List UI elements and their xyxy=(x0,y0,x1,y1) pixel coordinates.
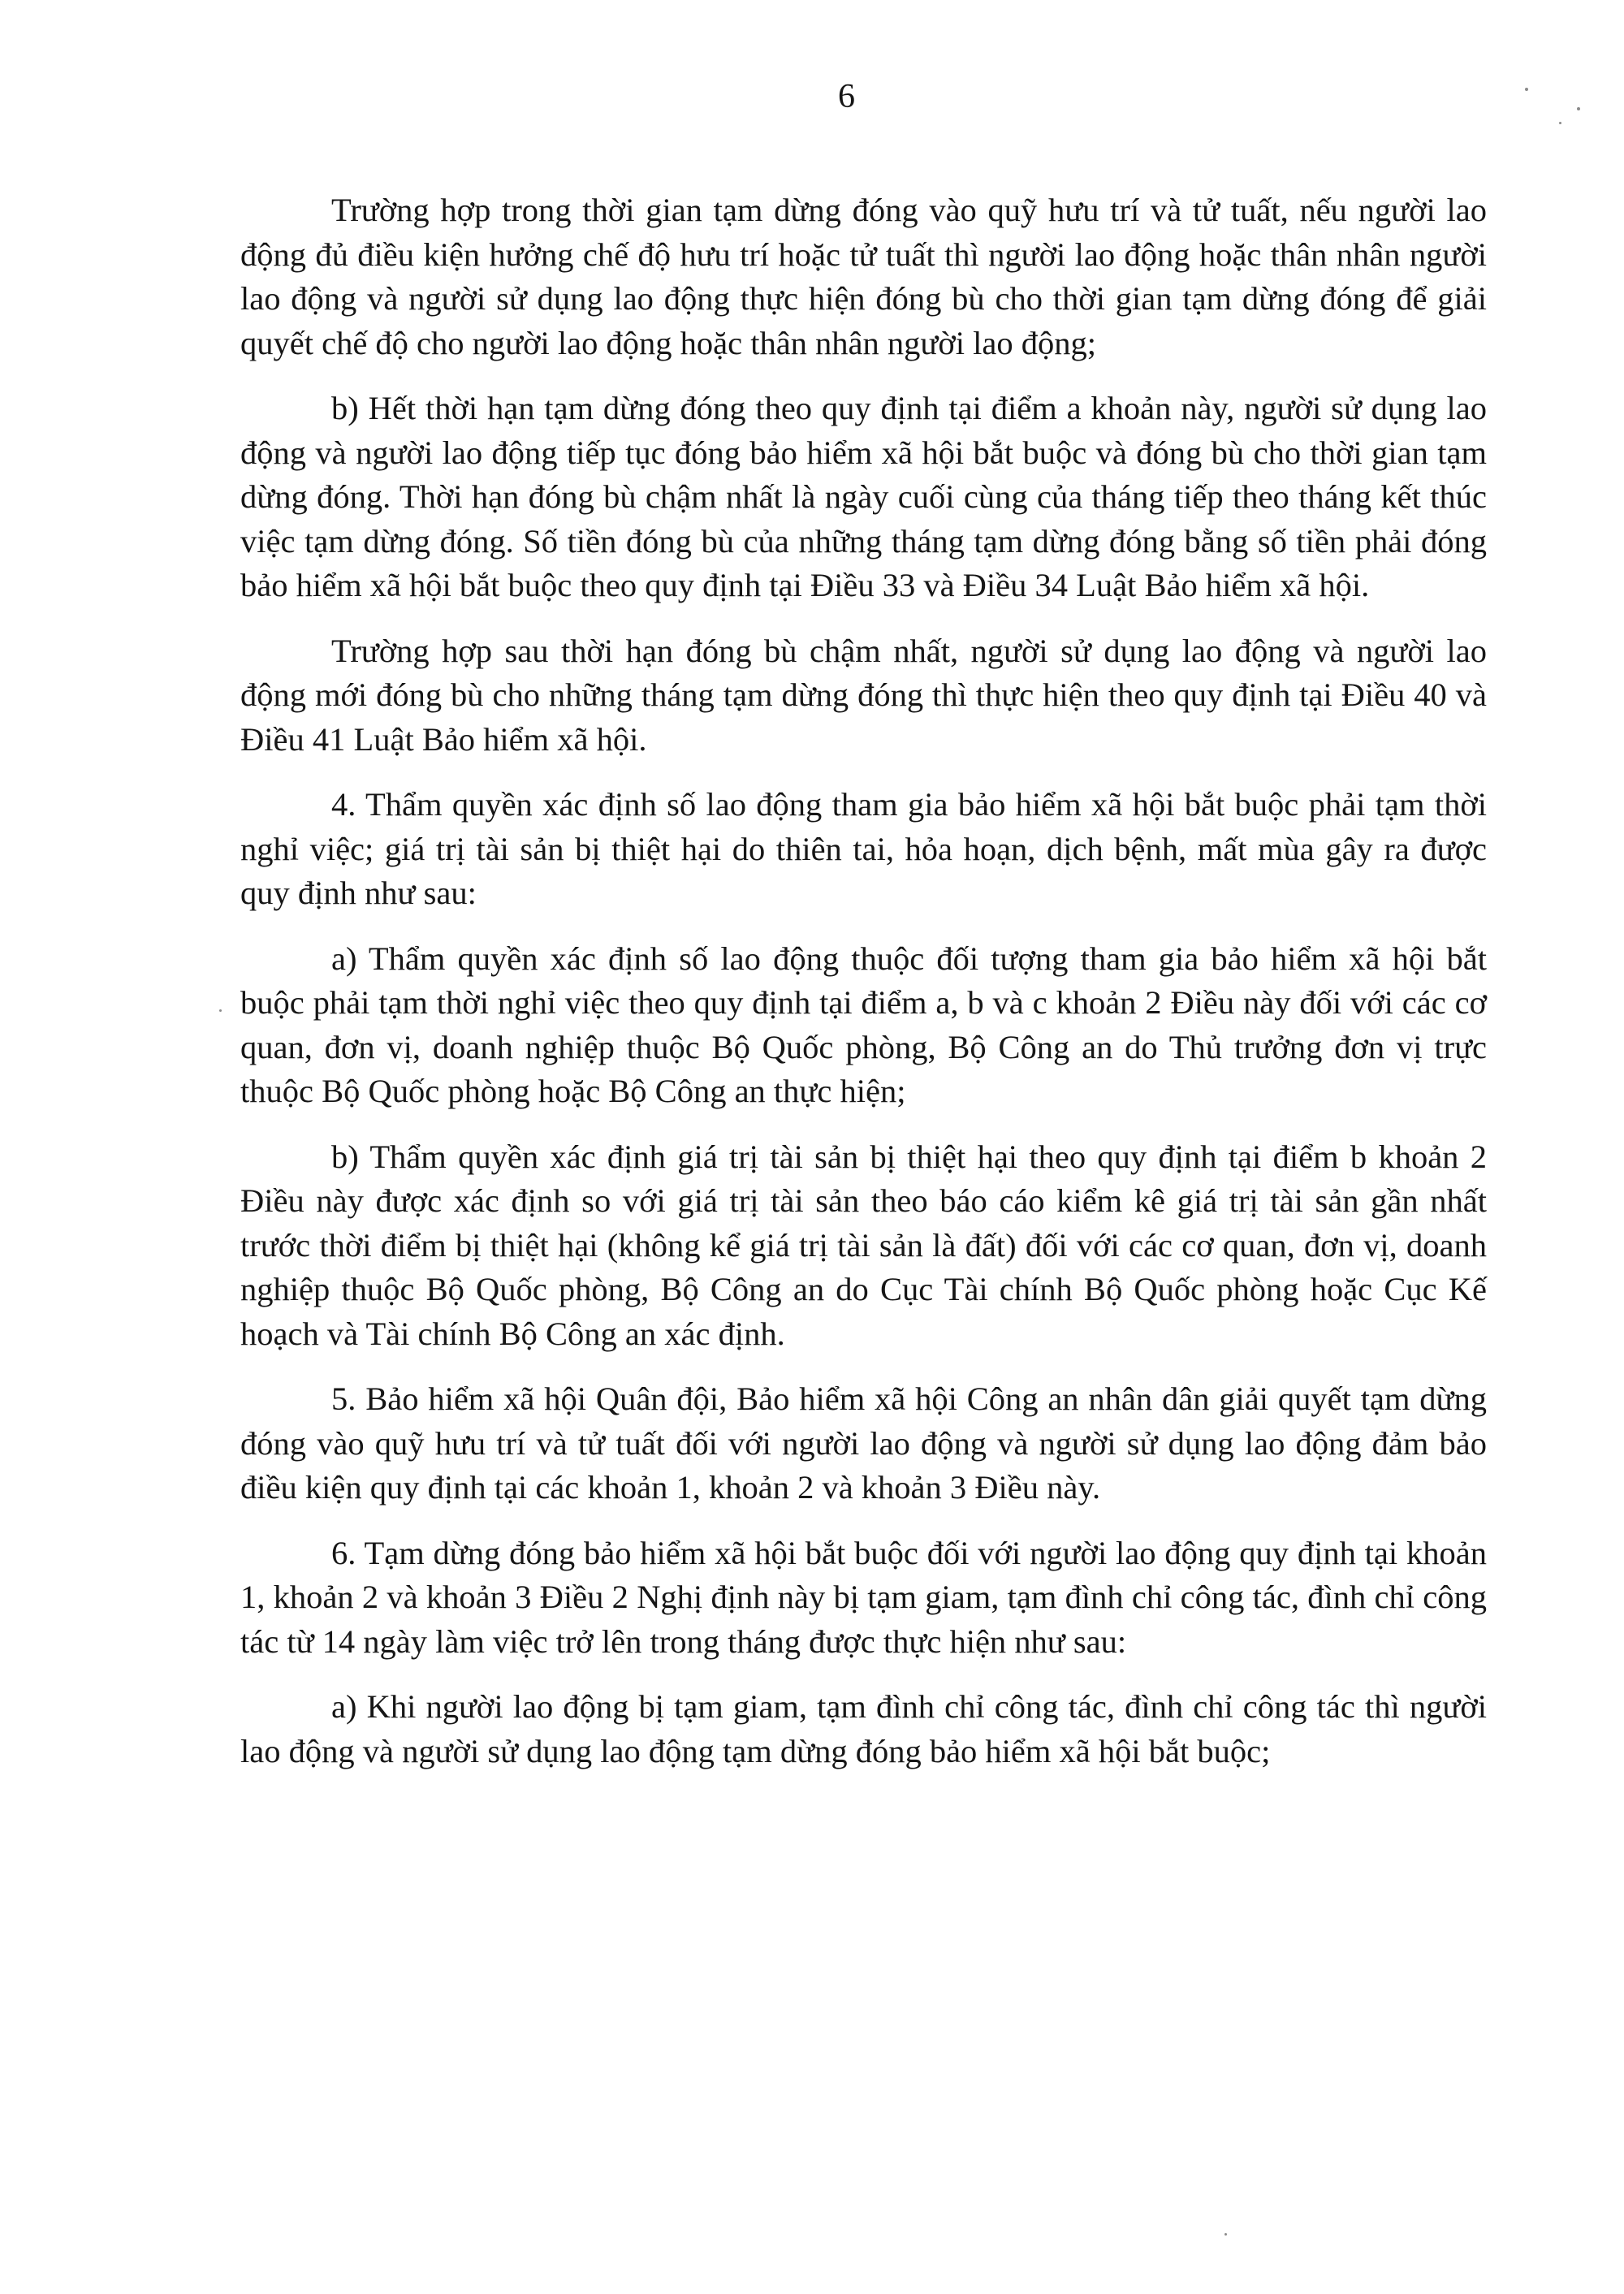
scan-speck xyxy=(1559,122,1561,124)
paragraph-4: 4. Thẩm quyền xác định số lao động tham gia bảo hiểm xã hội bắt buộc phải tạm thời nghỉ việc; giá trị tài sản bị thiệt hại do thiên tai, hỏa hoạn, dịch bệnh, mất mùa gây ra được quy định như sau: xyxy=(240,786,1487,911)
paragraph-5: a) Thẩm quyền xác định số lao động thuộc đối tượng tham gia bảo hiểm xã hội bắt buộc phải tạm thời nghỉ việc theo quy định tại điểm a, b và c khoản 2 Điều này đối với các cơ quan, đơn vị, doanh nghiệp thuộc Bộ Quốc phòng, Bộ Công an do Thủ trưởng đơn vị trực thuộc Bộ Quốc phòng hoặc Bộ Công an thực hiện; xyxy=(240,940,1487,1109)
scan-speck xyxy=(1525,88,1528,91)
scan-speck xyxy=(219,1009,222,1012)
paragraph-3: Trường hợp sau thời hạn đóng bù chậm nhất, người sử dụng lao động và người lao động mới đóng bù cho những tháng tạm dừng đóng thì thực hiện theo quy định tại Điều 40 và Điều 41 Luật Bảo hiểm xã hội. xyxy=(240,632,1487,758)
paragraph-7: 5. Bảo hiểm xã hội Quân đội, Bảo hiểm xã hội Công an nhân dân giải quyết tạm dừng đóng vào quỹ hưu trí và tử tuất đối với người lao động và người sử dụng lao động đảm bảo điều kiện quy định tại các khoản 1, khoản 2 và khoản 3 Điều này. xyxy=(240,1380,1487,1506)
paragraph-1: Trường hợp trong thời gian tạm dừng đóng vào quỹ hưu trí và tử tuất, nếu người lao động đủ điều kiện hưởng chế độ hưu trí hoặc tử tuất thì người lao động hoặc thân nhân người lao động và người sử dụng lao động thực hiện đóng bù cho thời gian tạm dừng đóng để giải quyết chế độ cho người lao động hoặc thân nhân người lao động; xyxy=(240,192,1487,361)
paragraph-6: b) Thẩm quyền xác định giá trị tài sản bị thiệt hại theo quy định tại điểm b khoản 2 Điều này được xác định so với giá trị tài sản theo báo cáo kiểm kê giá trị tài sản gần nhất trước thời điểm bị thiệt hại (không kể giá trị tài sản là đất) đối với các cơ quan, đơn vị, doanh nghiệp thuộc Bộ Quốc phòng, Bộ Công an do Cục Tài chính Bộ Quốc phòng hoặc Cục Kế hoạch và Tài chính Bộ Công an xác định. xyxy=(240,1138,1487,1352)
scan-speck xyxy=(1577,107,1580,110)
scan-speck xyxy=(1224,2233,1227,2236)
paragraph-2: b) Hết thời hạn tạm dừng đóng theo quy định tại điểm a khoản này, người sử dụng lao động và người lao động tiếp tục đóng bảo hiểm xã hội bắt buộc và đóng bù cho thời gian tạm dừng đóng. Thời hạn đóng bù chậm nhất là ngày cuối cùng của tháng tiếp theo tháng kết thúc việc tạm dừng đóng. Số tiền đóng bù của những tháng tạm dừng đóng bằng số tiền phải đóng bảo hiểm xã hội bắt buộc theo quy định tại Điều 33 và Điều 34 Luật Bảo hiểm xã hội. xyxy=(240,390,1487,603)
paragraph-9: a) Khi người lao động bị tạm giam, tạm đình chỉ công tác, đình chỉ công tác thì người lao động và người sử dụng lao động tạm dừng đóng bảo hiểm xã hội bắt buộc; xyxy=(240,1688,1487,1769)
document-body xyxy=(240,188,1487,1795)
page-number: 6 xyxy=(838,78,855,115)
paragraph-8: 6. Tạm dừng đóng bảo hiểm xã hội bắt buộc đối với người lao động quy định tại khoản 1, khoản 2 và khoản 3 Điều 2 Nghị định này bị tạm giam, tạm đình chỉ công tác, đình chỉ công tác từ 14 ngày làm việc trở lên trong tháng được thực hiện như sau: xyxy=(240,1534,1487,1660)
